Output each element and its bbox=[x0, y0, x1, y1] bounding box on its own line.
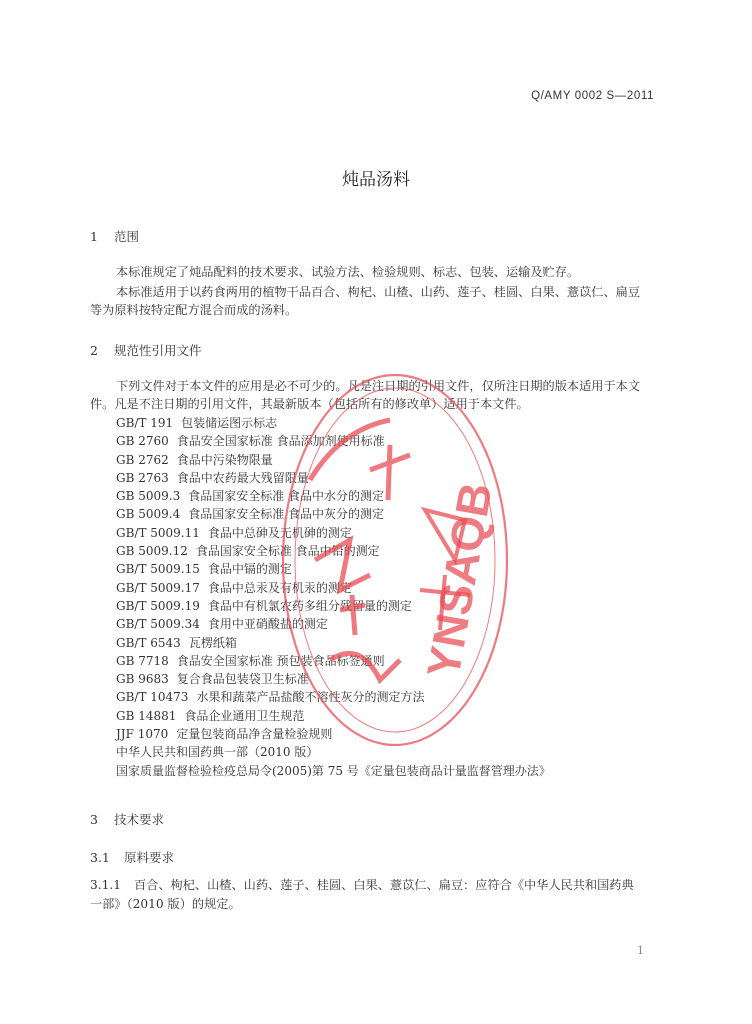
reference-title: 食用中亚硝酸盐的测定 bbox=[207, 617, 328, 632]
scope-paragraph-2-line-1: 本标准适用于以药食两用的植物干品百合、枸杞、山楂、山药、莲子、桂圆、白果、薏苡仁、扁豆 bbox=[116, 285, 641, 299]
reference-item bbox=[116, 707, 551, 725]
reference-item bbox=[116, 505, 551, 523]
reference-code: GB/T 5009.17 bbox=[116, 580, 200, 595]
reference-title: 食品中总砷及无机砷的测定 bbox=[207, 525, 352, 540]
reference-code: GB/T 5009.15 bbox=[116, 562, 200, 577]
reference-item bbox=[116, 762, 551, 780]
reference-code: GB 5009.12 bbox=[116, 544, 188, 559]
reference-item bbox=[116, 451, 551, 469]
reference-item bbox=[116, 469, 551, 487]
reference-title: 包装储运图示标志 bbox=[181, 416, 278, 430]
section-2-heading bbox=[90, 341, 202, 359]
reference-item bbox=[116, 414, 551, 432]
subsection-3-1-heading bbox=[90, 848, 174, 866]
section-3-title: 技术要求 bbox=[113, 812, 164, 827]
reference-code: GB/T 5009.11 bbox=[116, 525, 200, 540]
reference-code: GB/T 5009.19 bbox=[116, 598, 200, 613]
reference-title: 食品中污染物限量 bbox=[176, 452, 273, 467]
clause-3-1-1-text: 百合、枸杞、山楂、山药、莲子、桂圆、白果、薏苡仁、扁豆：应符合《中华人民共和国药典 bbox=[134, 878, 634, 892]
reference-item bbox=[116, 432, 551, 450]
section-1-title: 范围 bbox=[113, 229, 139, 244]
section-1-heading bbox=[90, 227, 139, 245]
reference-title: 瓦楞纸箱 bbox=[188, 635, 237, 650]
reference-item bbox=[116, 524, 551, 542]
reference-code: GB 9683 bbox=[116, 672, 169, 687]
reference-item bbox=[116, 743, 551, 761]
reference-title: 食品国家安全标准 食品中铅的测定 bbox=[195, 544, 380, 559]
reference-code: GB/T 10473 bbox=[116, 690, 189, 705]
reference-title: 水果和蔬菜产品盐酸不溶性灰分的测定方法 bbox=[196, 690, 425, 705]
reference-code: GB/T 191 bbox=[116, 416, 174, 430]
reference-item bbox=[116, 560, 551, 578]
reference-item bbox=[116, 615, 551, 633]
reference-code: GB 2762 bbox=[116, 452, 169, 467]
scope-paragraph-1: 本标准规定了炖品配料的技术要求、试验方法、检验规则、标志、包装、运输及贮存。 bbox=[116, 265, 580, 279]
reference-title: 食品中总汞及有机汞的测定 bbox=[207, 580, 352, 595]
reference-code: GB 7718 bbox=[116, 653, 169, 668]
reference-code: JJF 1070 bbox=[116, 727, 169, 742]
reference-code: GB 14881 bbox=[116, 708, 177, 723]
reference-list bbox=[116, 414, 551, 780]
page-number: 1 bbox=[637, 944, 644, 957]
references-intro-line-2: 件。凡是不注日期的引用文件，其最新版本（包括所有的修改单）适用于本文件。 bbox=[90, 397, 529, 411]
clause-3-1-1-number: 3.1.1 bbox=[90, 878, 122, 892]
section-2-title: 规范性引用文件 bbox=[113, 343, 202, 358]
reference-code: GB 5009.3 bbox=[116, 489, 181, 504]
seal-lettering: YNSAQB bbox=[416, 478, 503, 682]
reference-code: GB/T 5009.34 bbox=[116, 617, 200, 632]
reference-title: 食品中镉的测定 bbox=[207, 562, 292, 577]
reference-title: 食品安全国家标准 食品添加剂使用标准 bbox=[176, 434, 385, 449]
reference-item bbox=[116, 652, 551, 670]
clause-3-1-1-line-2: 一部》（2010 版）的规定。 bbox=[90, 897, 241, 911]
reference-item bbox=[116, 487, 551, 505]
reference-title: 食品企业通用卫生规范 bbox=[184, 708, 305, 723]
section-3-number: 3 bbox=[90, 812, 98, 827]
reference-item bbox=[116, 670, 551, 688]
reference-item bbox=[116, 597, 551, 615]
reference-title: 食品国家安全标准 食品中灰分的测定 bbox=[188, 507, 385, 522]
subsection-3-1-number: 3.1 bbox=[90, 850, 110, 865]
reference-code: GB 2763 bbox=[116, 470, 169, 485]
reference-title: 食品国家安全标准 食品中水分的测定 bbox=[188, 489, 385, 504]
subsection-3-1-title: 原料要求 bbox=[123, 850, 174, 865]
section-1-number: 1 bbox=[90, 229, 98, 244]
clause-3-1-1-line-1 bbox=[90, 876, 634, 894]
document-code: Q/AMY 0002 S—2011 bbox=[531, 90, 654, 102]
reference-item bbox=[116, 688, 551, 706]
section-3-heading bbox=[90, 810, 164, 828]
reference-item bbox=[116, 725, 551, 743]
section-2-number: 2 bbox=[90, 343, 98, 358]
references-intro-line-1: 下列文件对于本文件的应用是必不可少的。凡是注日期的引用文件，仅所注日期的版本适用于本文 bbox=[116, 379, 641, 393]
reference-code: GB 2760 bbox=[116, 434, 169, 449]
reference-title: 中华人民共和国药典一部（2010 版） bbox=[116, 745, 319, 760]
reference-title: 食品安全国家标准 预包装食品标签通则 bbox=[176, 653, 385, 668]
reference-title: 定量包装商品净含量检验规则 bbox=[176, 727, 333, 742]
scope-paragraph-2-line-2: 等为原料按特定配方混合而成的汤料。 bbox=[90, 303, 298, 317]
document-title: 炖品汤料 bbox=[342, 170, 410, 190]
reference-title: 国家质量监督检验检疫总局令(2005)第 75 号《定量包装商品计量监督管理办法》 bbox=[116, 763, 551, 778]
reference-code: GB/T 6543 bbox=[116, 635, 181, 650]
reference-item bbox=[116, 634, 551, 652]
reference-item bbox=[116, 542, 551, 560]
reference-item bbox=[116, 579, 551, 597]
reference-code: GB 5009.4 bbox=[116, 507, 181, 522]
reference-title: 食品中农药最大残留限量 bbox=[176, 470, 309, 485]
reference-title: 复合食品包装袋卫生标准 bbox=[176, 672, 309, 687]
reference-title: 食品中有机氯农药多组分残留量的测定 bbox=[207, 598, 412, 613]
